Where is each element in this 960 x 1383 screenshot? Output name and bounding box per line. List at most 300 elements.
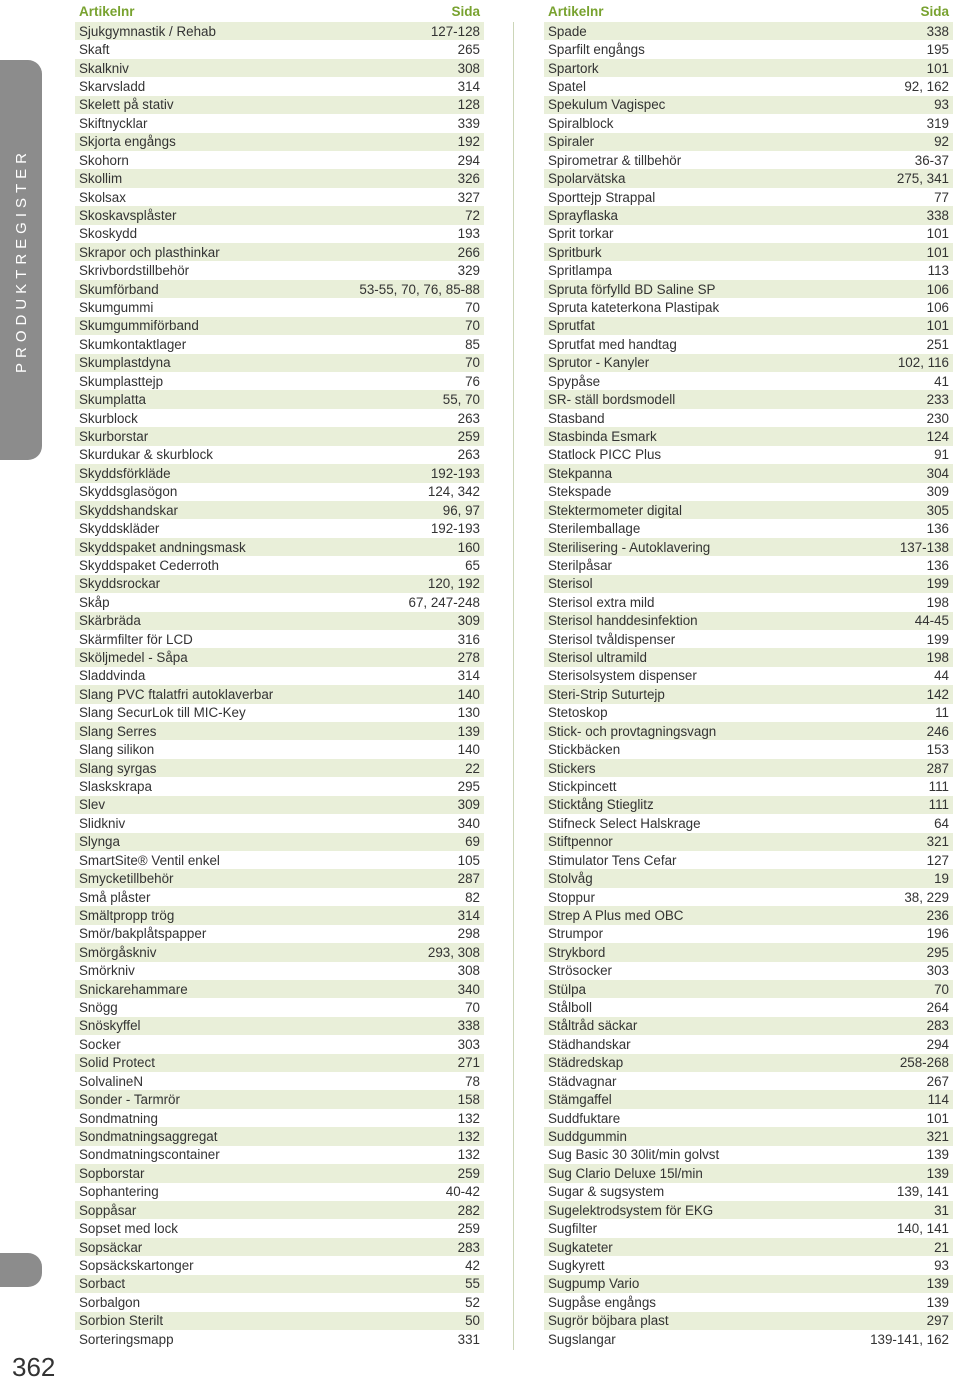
index-row — [75, 1146, 484, 1164]
index-row — [75, 612, 484, 630]
item-name: Sonder - Tarmrör — [79, 1092, 180, 1108]
index-row — [75, 722, 484, 740]
item-page: 92 — [934, 134, 949, 150]
item-page: 102, 116 — [897, 355, 949, 371]
item-page: 106 — [926, 300, 949, 316]
item-page: 304 — [926, 465, 949, 481]
header-article-label: Artikelnr — [79, 3, 135, 19]
item-name: Sterisolsystem dispenser — [548, 668, 697, 684]
item-name: Sugelektrodsystem för EKG — [548, 1202, 714, 1218]
index-row — [75, 796, 484, 814]
index-row — [544, 869, 953, 887]
item-page: 70 — [465, 318, 480, 334]
item-page: 137-138 — [899, 539, 949, 555]
item-page: 314 — [457, 668, 480, 684]
item-name: Smältpropp trög — [79, 907, 175, 923]
item-page: 72 — [465, 207, 480, 223]
index-row — [75, 225, 484, 243]
index-row — [544, 206, 953, 224]
index-row — [75, 888, 484, 906]
item-page: 340 — [457, 981, 480, 997]
item-page: 303 — [457, 1036, 480, 1052]
index-row — [75, 833, 484, 851]
header-article-label: Artikelnr — [548, 3, 604, 19]
index-row — [544, 538, 953, 556]
item-name: Skumgummi — [79, 300, 154, 316]
index-row — [544, 943, 953, 961]
item-page: 198 — [926, 650, 949, 666]
index-row — [544, 1219, 953, 1237]
index-row — [544, 630, 953, 648]
item-name: Sköljmedel - Såpa — [79, 650, 188, 666]
item-page: 246 — [926, 723, 949, 739]
item-name: Skyddsrockar — [79, 576, 161, 592]
index-row — [544, 1109, 953, 1127]
item-name: Sterisol extra mild — [548, 594, 655, 610]
item-page: 319 — [926, 115, 949, 131]
item-name: Strykbord — [548, 944, 606, 960]
item-name: Stolvåg — [548, 871, 593, 887]
item-page: 309 — [926, 484, 949, 500]
item-name: Snögg — [79, 1000, 118, 1016]
item-name: Stiftpennor — [548, 834, 613, 850]
item-name: Sugar & sugsystem — [548, 1184, 665, 1200]
item-page: 44 — [934, 668, 949, 684]
item-page: 321 — [926, 834, 949, 850]
item-name: Skohorn — [79, 152, 129, 168]
index-row — [75, 188, 484, 206]
item-page: 44-45 — [914, 613, 949, 629]
item-page: 283 — [457, 1239, 480, 1255]
index-row — [544, 40, 953, 58]
index-row — [544, 22, 953, 40]
item-name: Stekpanna — [548, 465, 613, 481]
index-row — [75, 704, 484, 722]
item-name: Spritburk — [548, 244, 602, 260]
item-name: Skalkniv — [79, 60, 129, 76]
index-row — [544, 667, 953, 685]
index-row — [75, 1201, 484, 1219]
item-page: 132 — [457, 1110, 480, 1126]
item-page: 105 — [457, 852, 480, 868]
index-row — [75, 1256, 484, 1274]
item-page: 139 — [926, 1276, 949, 1292]
item-name: Spruta förfylld BD Saline SP — [548, 281, 716, 297]
item-name: Spolarvätska — [548, 171, 626, 187]
index-row — [544, 354, 953, 372]
item-name: Spiraler — [548, 134, 595, 150]
item-page: 192-193 — [430, 465, 480, 481]
index-row — [544, 685, 953, 703]
index-row — [75, 1275, 484, 1293]
item-name: Sondmatningscontainer — [79, 1147, 220, 1163]
item-name: Sterisol handdesinfektion — [548, 613, 698, 629]
item-name: Sterisol — [548, 576, 593, 592]
item-page: 139 — [926, 1147, 949, 1163]
item-page: 309 — [457, 797, 480, 813]
item-name: Skrapor och plasthinkar — [79, 244, 220, 260]
item-page: 127 — [926, 852, 949, 868]
index-row — [75, 372, 484, 390]
item-page: 111 — [928, 797, 949, 813]
index-row — [544, 372, 953, 390]
item-page: 303 — [926, 963, 949, 979]
item-name: Slang PVC ftalatfri autoklaverbar — [79, 686, 274, 702]
item-page: 251 — [926, 336, 949, 352]
item-page: 266 — [457, 244, 480, 260]
item-name: Skumplastdyna — [79, 355, 171, 371]
item-page: 329 — [457, 263, 480, 279]
item-page: 101 — [926, 244, 949, 260]
index-row — [75, 1312, 484, 1330]
item-page: 82 — [465, 889, 480, 905]
index-row — [75, 354, 484, 372]
item-page: 139 — [926, 1165, 949, 1181]
item-name: Sprayflaska — [548, 207, 618, 223]
item-page: 53-55, 70, 76, 85-88 — [359, 281, 480, 297]
index-row — [75, 1183, 484, 1201]
index-row — [544, 722, 953, 740]
item-page: 132 — [457, 1147, 480, 1163]
item-page: 128 — [457, 97, 480, 113]
index-row — [544, 1035, 953, 1053]
item-name: Sugpump Vario — [548, 1276, 640, 1292]
index-row — [544, 556, 953, 574]
item-name: Slang SecurLok till MIC-Key — [79, 705, 246, 721]
index-row — [75, 648, 484, 666]
index-row — [75, 280, 484, 298]
item-page: 294 — [457, 152, 480, 168]
item-name: Spade — [548, 23, 587, 39]
index-row — [75, 538, 484, 556]
item-page: 193 — [457, 226, 480, 242]
item-page: 158 — [457, 1092, 480, 1108]
index-row — [75, 1219, 484, 1237]
item-name: Sorteringsmapp — [79, 1331, 174, 1347]
item-name: Sterisol ultramild — [548, 650, 647, 666]
index-row — [544, 1201, 953, 1219]
item-name: Sugrör böjbara plast — [548, 1313, 669, 1329]
item-name: Stoppur — [548, 889, 595, 905]
item-page: 21 — [934, 1239, 949, 1255]
item-name: Skumkontaktlager — [79, 336, 187, 352]
index-row — [544, 519, 953, 537]
item-page: 326 — [457, 171, 480, 187]
item-name: Städvagnar — [548, 1073, 617, 1089]
item-name: Spiralblock — [548, 115, 614, 131]
item-page: 259 — [457, 1165, 480, 1181]
item-page: 287 — [926, 760, 949, 776]
item-page: 140, 141 — [896, 1221, 949, 1237]
item-name: Slang syrgas — [79, 760, 157, 776]
index-row — [544, 409, 953, 427]
index-row — [75, 925, 484, 943]
item-page: 199 — [926, 631, 949, 647]
item-name: Smörkniv — [79, 963, 135, 979]
item-page: 38, 229 — [904, 889, 949, 905]
item-name: Spruta kateterkona Plastipak — [548, 300, 720, 316]
index-list — [544, 22, 953, 1348]
index-column-right — [544, 0, 953, 1348]
index-row — [544, 317, 953, 335]
item-name: Stetoskop — [548, 705, 608, 721]
index-row — [75, 943, 484, 961]
item-name: Städredskap — [548, 1055, 624, 1071]
item-page: 259 — [457, 1221, 480, 1237]
item-page: 298 — [457, 926, 480, 942]
index-row — [544, 151, 953, 169]
item-name: Skumplatta — [79, 392, 146, 408]
index-row — [75, 980, 484, 998]
index-row — [544, 593, 953, 611]
index-row — [75, 1164, 484, 1182]
index-row — [544, 225, 953, 243]
item-name: Solid Protect — [79, 1055, 155, 1071]
item-name: Sterisol tvåldispenser — [548, 631, 676, 647]
item-name: Sopborstar — [79, 1165, 145, 1181]
index-row — [544, 243, 953, 261]
column-divider — [513, 22, 514, 1350]
item-name: Strumpor — [548, 926, 604, 942]
item-name: Städhandskar — [548, 1036, 631, 1052]
item-page: 64 — [934, 815, 949, 831]
item-name: Skaft — [79, 42, 110, 58]
item-page: 309 — [457, 613, 480, 629]
item-name: Spritlampa — [548, 263, 613, 279]
index-row — [75, 777, 484, 795]
item-page: 136 — [926, 521, 949, 537]
item-page: 11 — [935, 705, 949, 721]
item-name: Stickers — [548, 760, 596, 776]
index-row — [75, 77, 484, 95]
item-name: Skyddskläder — [79, 521, 160, 537]
item-page: 55 — [465, 1276, 480, 1292]
item-page: 76 — [465, 373, 480, 389]
index-row — [75, 298, 484, 316]
item-name: Slang Serres — [79, 723, 157, 739]
item-name: Skumförband — [79, 281, 159, 297]
item-page: 293, 308 — [427, 944, 480, 960]
index-row — [544, 1127, 953, 1145]
index-row — [544, 77, 953, 95]
item-name: Skurborstar — [79, 428, 149, 444]
item-page: 101 — [926, 226, 949, 242]
item-page: 199 — [926, 576, 949, 592]
index-row — [544, 962, 953, 980]
sidebar-label-container — [0, 60, 42, 460]
item-page: 120, 192 — [427, 576, 480, 592]
index-row — [544, 188, 953, 206]
index-row — [75, 114, 484, 132]
item-name: Skurdukar & skurblock — [79, 447, 213, 463]
index-row — [75, 409, 484, 427]
item-page: 140 — [457, 742, 480, 758]
index-row — [544, 612, 953, 630]
index-row — [75, 759, 484, 777]
index-row — [544, 814, 953, 832]
item-page: 101 — [926, 60, 949, 76]
index-row — [544, 888, 953, 906]
item-name: Stekspade — [548, 484, 612, 500]
item-name: Stickbäcken — [548, 742, 621, 758]
index-row — [544, 1275, 953, 1293]
item-name: Små plåster — [79, 889, 151, 905]
index-row — [75, 869, 484, 887]
item-page: 339 — [457, 115, 480, 131]
index-row — [75, 906, 484, 924]
item-page: 267 — [926, 1073, 949, 1089]
index-row — [544, 1293, 953, 1311]
item-name: Steri-Strip Suturtejp — [548, 686, 665, 702]
item-page: 40-42 — [445, 1184, 480, 1200]
item-name: Skolsax — [79, 189, 126, 205]
item-name: Sugpåse engångs — [548, 1294, 656, 1310]
item-name: Skyddsglasögon — [79, 484, 178, 500]
item-name: Skumplasttejp — [79, 373, 164, 389]
index-row — [75, 464, 484, 482]
item-name: Skurblock — [79, 410, 138, 426]
item-name: Slidkniv — [79, 815, 126, 831]
index-row — [75, 206, 484, 224]
column-header — [544, 0, 953, 22]
index-row — [544, 427, 953, 445]
item-name: Sterilpåsar — [548, 557, 613, 573]
item-name: Strep A Plus med OBC — [548, 907, 684, 923]
item-name: Sorbion Sterilt — [79, 1313, 164, 1329]
item-name: Sterilemballage — [548, 521, 641, 537]
index-row — [75, 630, 484, 648]
item-page: 259 — [457, 428, 480, 444]
index-row — [544, 833, 953, 851]
index-row — [75, 998, 484, 1016]
item-name: Sopsäckskartonger — [79, 1257, 194, 1273]
item-page: 55, 70 — [442, 392, 480, 408]
index-row — [75, 446, 484, 464]
index-column-left — [75, 0, 484, 1348]
item-name: Sug Basic 30 30lit/min golvst — [548, 1147, 720, 1163]
index-row — [544, 501, 953, 519]
index-row — [544, 464, 953, 482]
item-name: Skumgummiförband — [79, 318, 199, 334]
item-name: Stålboll — [548, 1000, 592, 1016]
index-row — [544, 575, 953, 593]
item-page: 70 — [465, 1000, 480, 1016]
item-page: 340 — [457, 815, 480, 831]
item-page: 111 — [928, 779, 949, 794]
item-page: 96, 97 — [442, 502, 480, 518]
item-name: Sprit torkar — [548, 226, 614, 242]
item-name: Stickpincett — [548, 779, 617, 794]
item-name: Sprutor - Kanyler — [548, 355, 650, 371]
index-row — [544, 1238, 953, 1256]
item-name: Slynga — [79, 834, 120, 850]
item-page: 22 — [465, 760, 480, 776]
item-page: 124, 342 — [427, 484, 480, 500]
index-row — [75, 133, 484, 151]
item-name: Slev — [79, 797, 106, 813]
item-name: Sprutfat med handtag — [548, 336, 677, 352]
index-row — [75, 59, 484, 77]
item-name: Smör/bakplåtspapper — [79, 926, 207, 942]
sidebar-label: PRODUKTREGISTER — [12, 147, 30, 373]
index-row — [75, 261, 484, 279]
index-row — [544, 1146, 953, 1164]
index-row — [75, 1072, 484, 1090]
index-row — [544, 169, 953, 187]
index-row — [75, 519, 484, 537]
item-page: 258-268 — [899, 1055, 949, 1071]
item-name: Skärmfilter för LCD — [79, 631, 193, 647]
item-name: Sug Clario Deluxe 15l/min — [548, 1165, 703, 1181]
item-name: Skjorta engångs — [79, 134, 176, 150]
item-name: SolvalineN — [79, 1073, 144, 1089]
index-row — [544, 96, 953, 114]
sidebar-bottom-tab — [0, 1253, 42, 1287]
item-page: 160 — [457, 539, 480, 555]
item-name: Stämgaffel — [548, 1092, 612, 1108]
index-row — [544, 335, 953, 353]
item-page: 295 — [926, 944, 949, 960]
item-name: Skyddspaket Cederroth — [79, 557, 219, 573]
index-row — [544, 998, 953, 1016]
item-page: 196 — [926, 926, 949, 942]
item-name: Suddfuktare — [548, 1110, 621, 1126]
item-name: Stimulator Tens Cefar — [548, 852, 677, 868]
item-page: 19 — [934, 871, 949, 887]
index-row — [544, 280, 953, 298]
item-name: Sprutfat — [548, 318, 595, 334]
index-row — [544, 980, 953, 998]
item-page: 297 — [926, 1313, 949, 1329]
item-page: 93 — [934, 1257, 949, 1273]
index-row — [544, 390, 953, 408]
index-row — [544, 1017, 953, 1035]
item-page: 52 — [465, 1294, 480, 1310]
item-name: Skyddshandskar — [79, 502, 178, 518]
index-row — [544, 1256, 953, 1274]
index-row — [75, 22, 484, 40]
item-page: 275, 341 — [896, 171, 949, 187]
item-name: Sticktång Stieglitz — [548, 797, 654, 813]
item-page: 132 — [457, 1129, 480, 1145]
item-page: 124 — [926, 428, 949, 444]
item-page: 101 — [926, 318, 949, 334]
index-row — [544, 851, 953, 869]
index-row — [75, 667, 484, 685]
item-name: Statlock PICC Plus — [548, 447, 662, 463]
item-page: 327 — [457, 189, 480, 205]
index-row — [75, 685, 484, 703]
item-name: Skelett på stativ — [79, 97, 174, 113]
index-row — [75, 151, 484, 169]
item-page: 67, 247-248 — [408, 594, 480, 610]
index-row — [75, 1035, 484, 1053]
item-name: Sugkyrett — [548, 1257, 605, 1273]
item-name: Slaskskrapa — [79, 779, 152, 794]
item-name: Spekulum Vagispec — [548, 97, 666, 113]
item-page: 308 — [457, 60, 480, 76]
item-page: 305 — [926, 502, 949, 518]
index-list — [75, 22, 484, 1348]
item-name: Socker — [79, 1036, 121, 1052]
header-page-label: Sida — [920, 3, 949, 19]
index-row — [75, 1127, 484, 1145]
item-page: 69 — [465, 834, 480, 850]
item-name: Spypåse — [548, 373, 601, 389]
item-name: Suddgummin — [548, 1129, 627, 1145]
item-name: Sophantering — [79, 1184, 159, 1200]
item-page: 271 — [457, 1055, 480, 1071]
